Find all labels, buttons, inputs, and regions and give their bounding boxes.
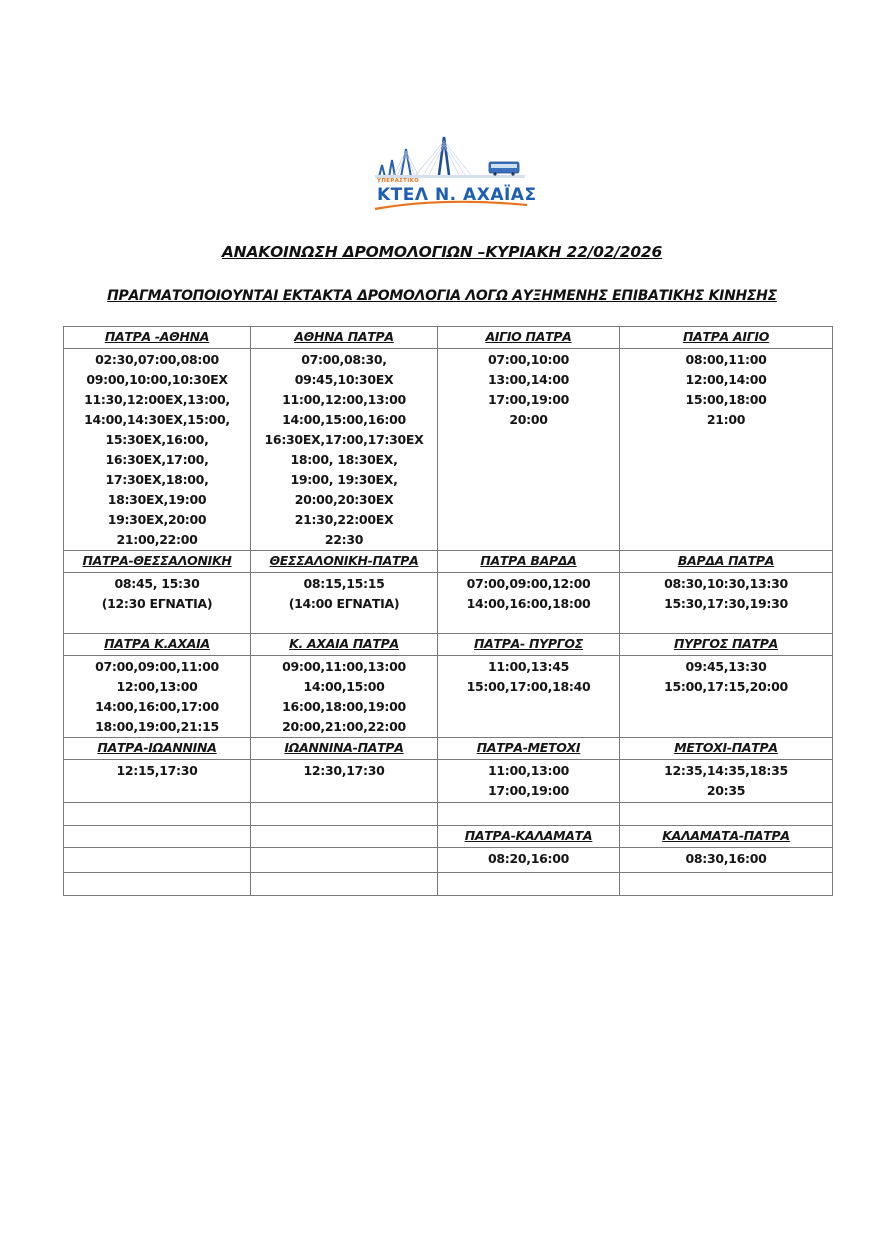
departure-times: 08:20,16:00 — [487, 851, 570, 866]
departure-times: 15:00,17:00,18:40 — [466, 679, 591, 694]
departure-times: 14:00,14:30ΕΧ,15:00, — [84, 412, 230, 427]
departure-times: 08:30,16:00 — [685, 851, 767, 866]
ktel-achaia-logo — [371, 135, 537, 213]
empty-row — [64, 803, 833, 826]
departure-times: 09:45,13:30 — [685, 659, 767, 674]
route-name: ΠΑΤΡΑ-ΜΕΤΟΧΙ — [476, 740, 581, 755]
route-name-cell — [251, 738, 438, 760]
departure-times: 09:00,11:00,13:00 — [282, 659, 406, 674]
departure-times: 20:00 — [509, 412, 548, 427]
empty-cell — [251, 873, 438, 896]
route-name: ΠΑΤΡΑ -ΑΘΗΝΑ — [104, 329, 210, 344]
route-name-cell — [64, 551, 251, 573]
route-times-row — [64, 349, 833, 551]
departure-times: 13:00,14:00 — [487, 372, 570, 387]
logo-small-text: ΥΠΕΡΑΣΤΙΚΟ — [377, 178, 420, 184]
route-times-cell — [620, 573, 833, 634]
departure-times: 07:00,10:00 — [487, 352, 570, 367]
route-name: ΠΑΤΡΑ ΒΑΡΔΑ — [480, 553, 577, 568]
route-name-cell — [620, 738, 833, 760]
route-times-cell — [438, 573, 620, 634]
route-name: ΙΩΑΝΝΙΝΑ-ΠΑΤΡΑ — [284, 740, 404, 755]
route-name: ΒΑΡΔΑ ΠΑΤΡΑ — [677, 553, 775, 568]
route-name-cell — [64, 738, 251, 760]
route-name: ΜΕΤΟΧΙ-ΠΑΤΡΑ — [674, 740, 778, 755]
route-name-cell — [64, 634, 251, 656]
departure-times: 16:30ΕΧ,17:00, — [105, 452, 209, 467]
departure-times: 17:00,19:00 — [487, 392, 570, 407]
route-name-cell — [438, 738, 620, 760]
route-name-cell — [64, 327, 251, 349]
route-times-cell — [438, 349, 620, 551]
departure-times: 08:30,10:30,13:30 — [664, 576, 788, 591]
route-name-cell — [251, 327, 438, 349]
route-name: ΠΥΡΓΟΣ ΠΑΤΡΑ — [673, 636, 779, 651]
route-times-cell — [438, 848, 620, 873]
departure-times: 11:00,13:00 — [487, 763, 570, 778]
departure-times: 16:30ΕΧ,17:00,17:30ΕΧ — [264, 432, 424, 447]
departure-times: 19:30ΕΧ,20:00 — [107, 512, 207, 527]
departure-times: 18:00, 18:30ΕΧ, — [290, 452, 398, 467]
route-times-cell — [64, 760, 251, 803]
route-header-row — [64, 738, 833, 760]
route-name: ΠΑΤΡΑ-ΚΑΛΑΜΑΤΑ — [464, 828, 593, 843]
route-times-cell — [438, 760, 620, 803]
departure-times: 16:00,18:00,19:00 — [282, 699, 406, 714]
departure-times: 21:00,22:00 — [116, 532, 198, 547]
route-times-cell — [251, 760, 438, 803]
departure-times: 17:30ΕΧ,18:00, — [105, 472, 209, 487]
departure-times: 02:30,07:00,08:00 — [95, 352, 219, 367]
empty-cell — [64, 873, 251, 896]
route-times-row — [64, 656, 833, 738]
departure-times: 22:30 — [324, 532, 364, 547]
route-name: ΑΙΓΙΟ ΠΑΤΡΑ — [485, 329, 572, 344]
schedule-table — [63, 326, 833, 896]
empty-cell — [438, 803, 620, 826]
departure-times: 18:00,19:00,21:15 — [95, 719, 219, 734]
departure-times: (14:00 ΕΓΝΑΤΙΑ) — [288, 596, 400, 611]
logo-main-text: ΚΤΕΛ Ν. ΑΧΑΪΑΣ — [377, 185, 537, 205]
departure-times: 14:00,16:00,18:00 — [466, 596, 591, 611]
departure-times: 15:30,17:30,19:30 — [664, 596, 788, 611]
route-name: ΑΘΗΝΑ ΠΑΤΡΑ — [294, 329, 394, 344]
route-times-cell — [64, 349, 251, 551]
route-name-cell — [251, 551, 438, 573]
route-times-cell — [251, 349, 438, 551]
route-times-cell — [620, 656, 833, 738]
route-times-cell — [251, 573, 438, 634]
route-times-row — [64, 848, 833, 873]
route-name: ΘΕΣΣΑΛΟΝΙΚΗ-ΠΑΤΡΑ — [269, 553, 419, 568]
route-name: ΠΑΤΡΑ Κ.ΑΧΑΙΑ — [104, 636, 210, 651]
route-times-cell — [620, 349, 833, 551]
route-name: ΠΑΤΡΑ- ΠΥΡΓΟΣ — [474, 636, 583, 651]
route-times-cell — [251, 848, 438, 873]
departure-times: (12:30 ΕΓΝΑΤΙΑ) — [101, 596, 213, 611]
departure-times: 14:00,15:00,16:00 — [282, 412, 406, 427]
route-name-cell — [251, 634, 438, 656]
route-times-cell — [438, 656, 620, 738]
route-name: ΠΑΤΡΑ ΑΙΓΙΟ — [682, 329, 770, 344]
route-name-cell — [438, 826, 620, 848]
route-name-cell — [620, 551, 833, 573]
departure-times: 07:00,08:30, — [301, 352, 387, 367]
route-times-cell — [64, 848, 251, 873]
departure-times: 21:30,22:00ΕΧ — [294, 512, 394, 527]
departure-times: 20:00,21:00,22:00 — [282, 719, 406, 734]
departure-times: 20:00,20:30ΕΧ — [294, 492, 394, 507]
route-name: Κ. ΑΧΑΙΑ ΠΑΤΡΑ — [289, 636, 399, 651]
departure-times: 08:15,15:15 — [303, 576, 385, 591]
departure-times: 11:30,12:00ΕΧ,13:00, — [84, 392, 230, 407]
route-header-row — [64, 551, 833, 573]
route-name-cell — [620, 327, 833, 349]
departure-times: 12:30,17:30 — [303, 763, 385, 778]
route-header-row — [64, 826, 833, 848]
route-name-cell — [620, 826, 833, 848]
route-name-cell — [438, 327, 620, 349]
departure-times: 14:00,15:00 — [303, 679, 385, 694]
departure-times: 21:00 — [706, 412, 746, 427]
departure-times: 09:00,10:00,10:30ΕΧ — [86, 372, 228, 387]
route-name-cell — [251, 826, 438, 848]
departure-times: 15:00,18:00 — [685, 392, 767, 407]
departure-times: 08:00,11:00 — [685, 352, 767, 367]
route-times-cell — [64, 656, 251, 738]
departure-times: 07:00,09:00,12:00 — [466, 576, 591, 591]
empty-row — [64, 873, 833, 896]
departure-times: 12:35,14:35,18:35 — [664, 763, 788, 778]
route-times-row — [64, 760, 833, 803]
departure-times: 15:30ΕΧ,16:00, — [105, 432, 209, 447]
departure-times: 18:30ΕΧ,19:00 — [107, 492, 207, 507]
route-name-cell — [620, 634, 833, 656]
route-header-row — [64, 327, 833, 349]
route-times-cell — [620, 760, 833, 803]
empty-cell — [620, 803, 833, 826]
empty-cell — [620, 873, 833, 896]
departure-times: 14:00,16:00,17:00 — [95, 699, 219, 714]
route-name-cell — [438, 634, 620, 656]
departure-times: 12:00,13:00 — [116, 679, 198, 694]
route-name: ΠΑΤΡΑ-ΙΩΑΝΝΙΝΑ — [97, 740, 217, 755]
route-times-cell — [251, 656, 438, 738]
route-header-row — [64, 634, 833, 656]
departure-times: 11:00,13:45 — [487, 659, 570, 674]
route-name-cell — [438, 551, 620, 573]
announcement-title: ΑΝΑΚΟΙΝΩΣΗ ΔΡΟΜΟΛΟΓΙΩΝ –ΚΥΡΙΑΚΗ 22/02/2026 — [221, 243, 663, 261]
announcement-subtitle: ΠΡΑΓΜΑΤΟΠΟΙΟΥΝΤΑΙ ΕΚΤΑΚΤΑ ΔΡΟΜΟΛΟΓΙΑ ΛΟΓΩ ΑΥΞΗΜΕΝΗΣ ΕΠΙΒΑΤΙΚΗΣ ΚΙΝΗΣΗΣ — [107, 288, 777, 304]
departure-times: 19:00, 19:30ΕΧ, — [290, 472, 398, 487]
route-name: ΠΑΤΡΑ-ΘΕΣΣΑΛΟΝΙΚΗ — [82, 553, 232, 568]
departure-times: 07:00,09:00,11:00 — [95, 659, 219, 674]
route-times-row — [64, 573, 833, 634]
route-name-cell — [64, 826, 251, 848]
departure-times: 15:00,17:15,20:00 — [664, 679, 788, 694]
departure-times: 12:00,14:00 — [685, 372, 767, 387]
departure-times: 17:00,19:00 — [487, 783, 570, 798]
departure-times: 12:15,17:30 — [116, 763, 198, 778]
route-times-cell — [64, 573, 251, 634]
departure-times: 08:45, 15:30 — [114, 576, 200, 591]
route-times-cell — [620, 848, 833, 873]
empty-cell — [251, 803, 438, 826]
departure-times: 09:45,10:30ΕΧ — [294, 372, 394, 387]
route-name: ΚΑΛΑΜΑΤΑ-ΠΑΤΡΑ — [662, 828, 790, 843]
departure-times: 11:00,12:00,13:00 — [282, 392, 406, 407]
empty-cell — [438, 873, 620, 896]
empty-cell — [64, 803, 251, 826]
departure-times: 20:35 — [706, 783, 746, 798]
